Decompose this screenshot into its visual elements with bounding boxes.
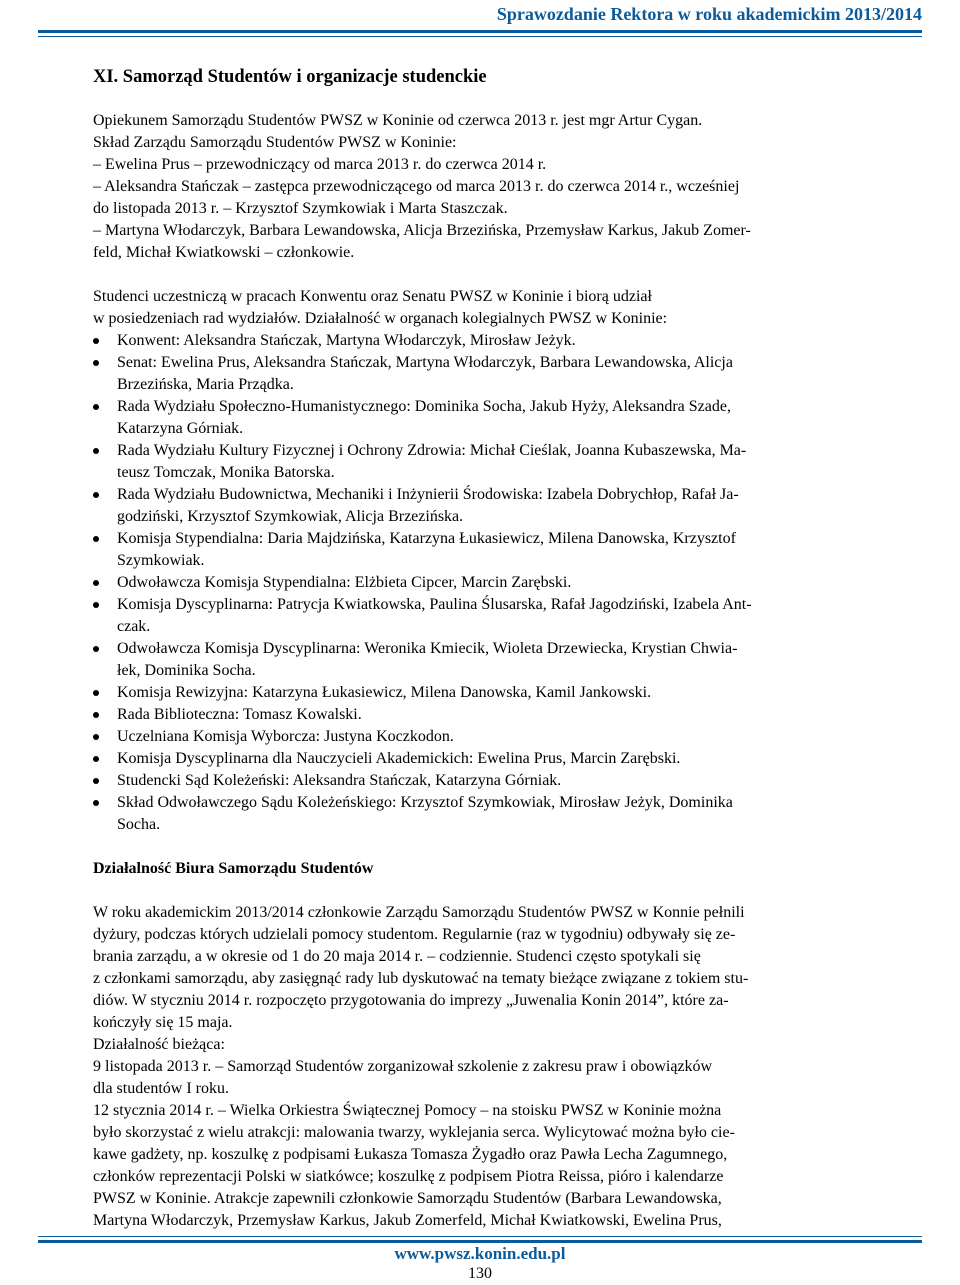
footer-rule [38,1240,922,1243]
list-item [93,638,840,682]
office-line: kawe gadżety, np. koszulkę z podpisami Łukasza Tomasza Żygadło oraz Pawła Lecha Zagumnego, [93,1146,728,1163]
collegial-bodies-list [93,330,840,836]
bullet-icon [93,690,99,696]
section-title: XI. Samorząd Studentów i organizacje studenckie [93,67,487,87]
list-item-text: Odwoławcza Komisja Stypendialna: Elżbieta Cipcer, Marcin Zarębski. [117,574,572,591]
list-item-text: Senat: Ewelina Prus, Aleksandra Stańczak, Martyna Włodarczyk, Barbara Lewandowska, Alicja [117,354,733,371]
bullet-icon [93,756,99,762]
list-item [93,352,840,396]
office-line: członków reprezentacji Polski w siatkówce; koszulkę z podpisem Piotra Reissa, pióro i kalendarze [93,1168,724,1185]
office-line: diów. W styczniu 2014 r. rozpoczęto przygotowania do imprezy „Juwenalia Konin 2014”, które za- [93,992,729,1009]
list-item [93,528,840,572]
list-item-text: Szymkowiak. [117,552,205,569]
list-item [93,330,840,352]
list-item-text: teusz Tomczak, Monika Batorska. [117,464,335,481]
list-item-text: Uczelniana Komisja Wyborcza: Justyna Koczkodon. [117,728,454,745]
intro-line: Skład Zarządu Samorządu Studentów PWSZ w Koninie: [93,134,457,151]
footer-rule-thin [38,1236,922,1237]
intro-line: – Ewelina Prus – przewodniczący od marca 2013 r. do czerwca 2014 r. [93,156,547,173]
list-item-text: czak. [117,618,151,635]
list-item-text: Komisja Dyscyplinarna dla Nauczycieli Akademickich: Ewelina Prus, Marcin Zarębski. [117,750,681,767]
intro-line: Opiekunem Samorządu Studentów PWSZ w Koninie od czerwca 2013 r. jest mgr Artur Cygan. [93,112,703,129]
intro-line: feld, Michał Kwiatkowski – członkowie. [93,244,355,261]
list-item-text: Rada Biblioteczna: Tomasz Kowalski. [117,706,362,723]
list-item [93,792,840,836]
office-line: było skorzystać z wielu atrakcji: malowania twarzy, wyklejania serca. Wylicytować można było cie- [93,1124,735,1141]
list-item-text: Konwent: Aleksandra Stańczak, Martyna Włodarczyk, Mirosław Jeżyk. [117,332,576,349]
office-line: dla studentów I roku. [93,1080,229,1097]
intro-line: – Aleksandra Stańczak – zastępca przewodniczącego od marca 2013 r. do czerwca 2014 r., wcześniej [93,178,740,195]
list-item [93,704,840,726]
office-line: Działalność bieżąca: [93,1036,225,1053]
office-line: brania zarządu, a w okresie od 1 do 20 maja 2014 r. – codziennie. Studenci często spotykali się [93,948,701,965]
list-item-text: godziński, Krzysztof Szymkowiak, Alicja Brzezińska. [117,508,464,525]
bullet-icon [93,492,99,498]
list-item-text: łek, Dominika Socha. [117,662,256,679]
list-item-text: Socha. [117,816,161,833]
list-item-text: Brzezińska, Maria Prządka. [117,376,294,393]
bullet-icon [93,778,99,784]
participation-paragraph [93,286,840,330]
office-heading: Działalność Biura Samorządu Studentów [93,860,374,877]
bullet-icon [93,712,99,718]
list-item-text: Rada Wydziału Społeczno-Humanistycznego: Dominika Socha, Jakub Hyży, Aleksandra Szade, [117,398,731,415]
bullet-icon [93,580,99,586]
bullet-icon [93,404,99,410]
office-line: PWSZ w Koninie. Atrakcje zapewnili członkowie Samorządu Studentów (Barbara Lewandowska, [93,1190,722,1207]
list-item [93,440,840,484]
office-line: W roku akademickim 2013/2014 członkowie Zarządu Samorządu Studentów PWSZ w Konnie pełnili [93,904,745,921]
office-line: dyżury, podczas których udzielali pomocy studentom. Regularnie (raz w tygodniu) odbywały się ze- [93,926,736,943]
list-item-text: Rada Wydziału Kultury Fizycznej i Ochrony Zdrowia: Michał Cieślak, Joanna Kubaszewska, Ma- [117,442,747,459]
bullet-icon [93,646,99,652]
list-item [93,726,840,748]
page-content [93,64,840,1232]
header-title: Sprawozdanie Rektora w roku akademickim 2013/2014 [496,4,922,24]
bullet-icon [93,602,99,608]
office-line: kończyły się 15 maja. [93,1014,233,1031]
participation-line: Studenci uczestniczą w pracach Konwentu oraz Senatu PWSZ w Koninie i biorą udział [93,288,652,305]
list-item [93,594,840,638]
office-line: 12 stycznia 2014 r. – Wielka Orkiestra Świątecznej Pomocy – na stoisku PWSZ w Koninie można [93,1102,722,1119]
intro-line: do listopada 2013 r. – Krzysztof Szymkowiak i Marta Staszczak. [93,200,508,217]
office-line: 9 listopada 2013 r. – Samorząd Studentów zorganizował szkolenie z zakresu praw i obowiązków [93,1058,713,1075]
intro-paragraph [93,110,840,264]
bullet-icon [93,448,99,454]
bullet-icon [93,734,99,740]
intro-line: – Martyna Włodarczyk, Barbara Lewandowska, Alicja Brzezińska, Przemysław Karkus, Jakub Zomer- [93,222,751,239]
bullet-icon [93,338,99,344]
office-line: z członkami samorządu, aby zasięgnąć rady lub dyskutować na tematy bieżące związane z tokiem stu- [93,970,749,987]
list-item-text: Komisja Stypendialna: Daria Majdzińska, Katarzyna Łukasiewicz, Milena Danowska, Krzysztof [117,530,736,547]
list-item-text: Komisja Dyscyplinarna: Patrycja Kwiatkowska, Paulina Ślusarska, Rafał Jagodziński, Izabela Ant- [117,596,752,613]
list-item [93,748,840,770]
bullet-icon [93,800,99,806]
header-rule [38,30,922,33]
list-item-text: Komisja Rewizyjna: Katarzyna Łukasiewicz, Milena Danowska, Kamil Jankowski. [117,684,652,701]
footer-url: www.pwsz.konin.edu.pl [394,1244,566,1263]
list-item [93,770,840,792]
list-item [93,484,840,528]
list-item-text: Rada Wydziału Budownictwa, Mechaniki i Inżynierii Środowiska: Izabela Dobrychłop, Rafał Ja- [117,486,739,503]
bullet-icon [93,536,99,542]
list-item [93,682,840,704]
page-number: 130 [468,1265,492,1282]
participation-line: w posiedzeniach rad wydziałów. Działalność w organach kolegialnych PWSZ w Koninie: [93,310,668,327]
office-line: Martyna Włodarczyk, Przemysław Karkus, Jakub Zomerfeld, Michał Kwiatkowski, Ewelina Prus, [93,1212,722,1229]
header-rule-thin [38,36,922,37]
office-paragraph [93,902,840,1232]
list-item-text: Odwoławcza Komisja Dyscyplinarna: Weronika Kmiecik, Wioleta Drzewiecka, Krystian Chwia- [117,640,738,657]
list-item-text: Skład Odwoławczego Sądu Koleżeńskiego: Krzysztof Szymkowiak, Mirosław Jeżyk, Dominika [117,794,733,811]
list-item [93,572,840,594]
bullet-icon [93,360,99,366]
list-item-text: Studencki Sąd Koleżeński: Aleksandra Stańczak, Katarzyna Górniak. [117,772,562,789]
list-item [93,396,840,440]
list-item-text: Katarzyna Górniak. [117,420,244,437]
